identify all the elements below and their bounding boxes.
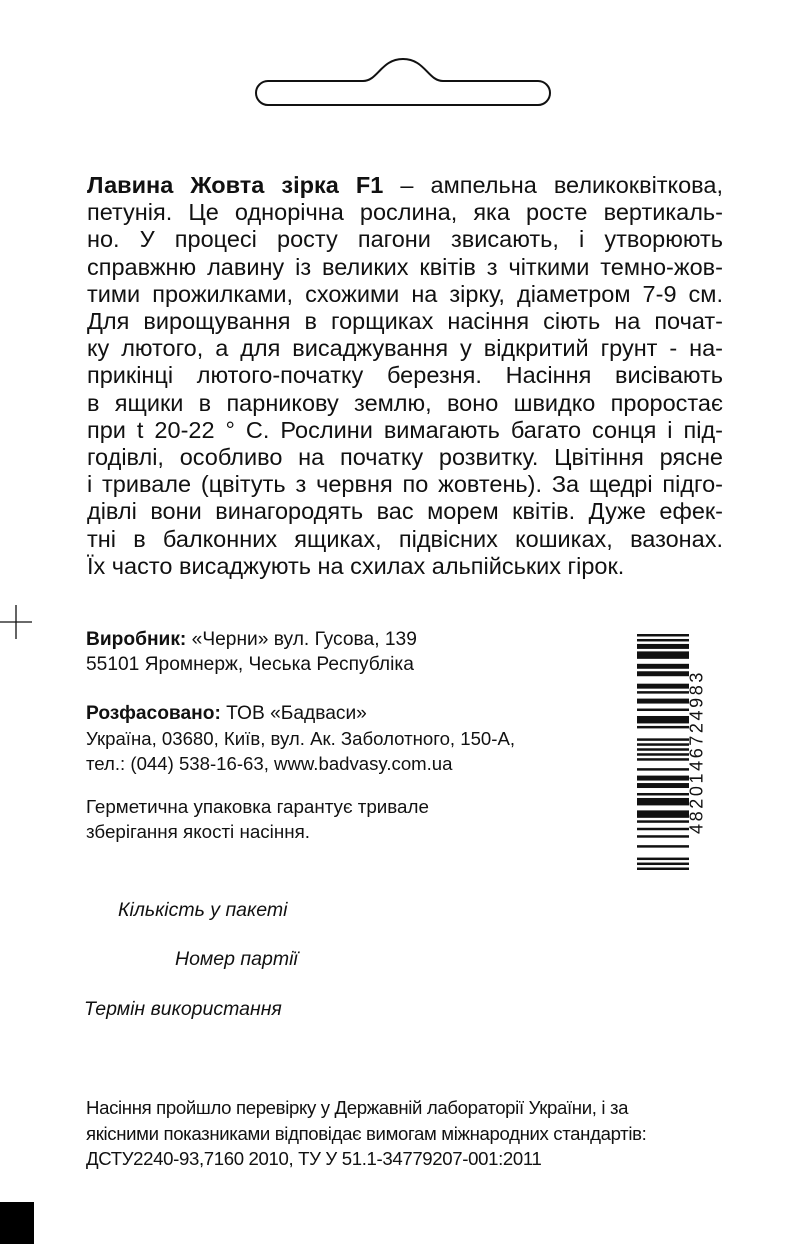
packer-label: Розфасовано: — [86, 703, 221, 724]
description-line: Для вирощування в горщиках насіння сіють на почат- — [87, 308, 723, 335]
barcode-bar — [637, 768, 689, 770]
barcode-bar — [637, 639, 689, 641]
barcode-bar — [637, 738, 689, 740]
description-line: Лавина Жовта зірка F1 – ампельна великоквіткова, — [87, 172, 723, 198]
producer-name: «Черни» вул. Гусова, 139 — [186, 629, 417, 650]
barcode-bar — [637, 776, 689, 781]
packer-info — [86, 701, 515, 776]
barcode-bar — [637, 820, 689, 822]
barcode-bar — [637, 748, 689, 750]
barcode-bar — [637, 868, 689, 870]
packer-name: ТОВ «Бадваси» — [220, 703, 367, 724]
barcode-bar — [637, 716, 689, 723]
description-line: Їх часто висаджують на схилах альпійських гірок. — [87, 552, 625, 579]
description-line: ку лютого, а для висаджування у відкритий грунт - на- — [87, 335, 723, 362]
barcode-bar — [637, 793, 689, 795]
barcode-bar — [637, 810, 689, 817]
quantity-field-label: Кількість у пакеті — [118, 899, 288, 921]
storage-line: зберігання якості насіння. — [86, 821, 310, 842]
certification-line: ДСТУ2240-93,7160 2010, ТУ У 51.1-34779207-001:2011 — [86, 1148, 542, 1169]
barcode-bar — [637, 671, 689, 676]
description-line: при t 20-22 ° С. Рослини вимагають багато сонця і під- — [87, 416, 723, 443]
description-line: справжню лавину із великих квітів з чіткими темно-жов- — [87, 253, 723, 280]
barcode-bar — [637, 691, 689, 693]
barcode-bars — [637, 634, 689, 870]
batch-number-field-label: Номер партії — [175, 948, 298, 970]
producer-address: 55101 Яромнерж, Чеська Республіка — [86, 654, 414, 675]
barcode-bar — [637, 634, 689, 636]
barcode-bar — [637, 835, 689, 837]
barcode-bar — [637, 845, 689, 847]
producer-info — [86, 627, 417, 677]
barcode-bar — [637, 726, 689, 728]
description-line: петунія. Це однорічна рослина, яка росте вертикаль- — [87, 199, 723, 226]
barcode-block — [637, 634, 717, 870]
certification-line: Насіння пройшло перевірку у Державній лабораторії України, і за — [86, 1097, 629, 1118]
expiry-term-field-label: Термін використання — [84, 998, 282, 1020]
description-line: тні в балконних ящиках, підвісних кошиках, вазонах. — [87, 525, 723, 552]
storage-line: Герметична упаковка гарантує тривале — [86, 796, 429, 817]
product-title: Лавина Жовта зірка F1 — [87, 172, 384, 198]
barcode-bar — [637, 753, 689, 755]
certification-line: якісними показниками відповідає вимогам міжнародних стандартів: — [86, 1122, 647, 1144]
producer-label: Виробник: — [86, 629, 187, 650]
barcode-bar — [637, 709, 689, 711]
barcode-bar — [637, 858, 689, 860]
barcode-bar — [637, 758, 689, 760]
barcode-bar — [637, 664, 689, 669]
registration-crosshair-icon — [0, 605, 34, 639]
barcode-bar — [637, 644, 689, 649]
barcode-bar — [637, 684, 689, 689]
description-line: прикінці лютого-початку березня. Насіння висівають — [87, 362, 723, 389]
description-line: в ящики в парникову землю, воно швидко проростає — [87, 389, 723, 416]
barcode-bar — [637, 699, 689, 704]
barcode-bar — [637, 863, 689, 865]
packer-address: Україна, 03680, Київ, вул. Ак. Заболотного, 150-А, — [86, 728, 516, 749]
description-line: тими прожилками, схожими на зірку, діаметром 7-9 см. — [87, 280, 723, 307]
barcode-bar — [637, 798, 689, 805]
barcode-number: 4820146724983 — [686, 670, 707, 834]
packer-contacts: тел.: (044) 538-16-63, www.badvasy.com.ua — [86, 753, 453, 774]
description-line: но. У процесі росту пагони звисають, і утворюють — [87, 226, 723, 253]
barcode-bar — [637, 828, 689, 830]
print-corner-mark — [0, 1202, 34, 1244]
barcode-bar — [637, 783, 689, 788]
certification-note — [86, 1095, 726, 1172]
description-line: дівлі вони винагородять вас морем квітів. Дуже ефек- — [87, 498, 723, 525]
barcode-bar — [637, 651, 689, 658]
storage-note — [86, 794, 429, 844]
description-line: годівлі, особливо на початку розвитку. Цвітіння рясне — [87, 444, 723, 471]
barcode-bar — [637, 743, 689, 745]
product-description — [87, 172, 723, 580]
description-line: і тривале (цвітуть з червня по жовтень). За щедрі підго- — [87, 471, 723, 498]
hanger-hole-outline — [248, 55, 558, 110]
